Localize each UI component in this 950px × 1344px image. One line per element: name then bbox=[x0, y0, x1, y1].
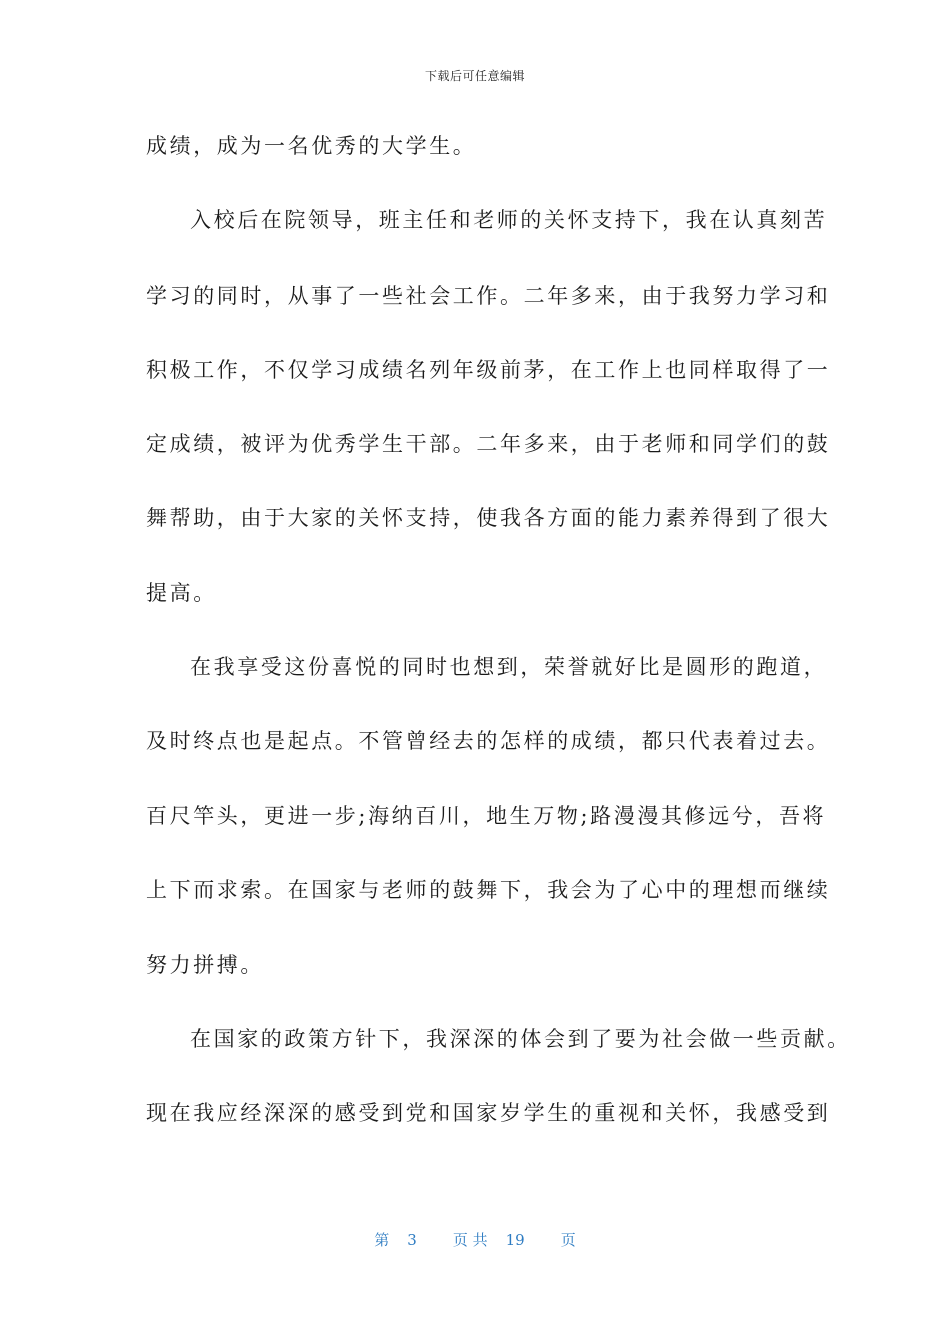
footer-middle: 页 共 bbox=[452, 1231, 488, 1249]
body-line: 积极工作，不仅学习成绩名列年级前茅，在工作上也同样取得了一 bbox=[146, 358, 831, 382]
body-line: 舞帮助，由于大家的关怀支持，使我各方面的能力素养得到了很大 bbox=[146, 506, 831, 530]
body-line: 及时终点也是起点。不管曾经去的怎样的成绩，都只代表着过去。 bbox=[146, 729, 831, 753]
footer-prefix: 第 bbox=[374, 1231, 390, 1249]
body-line: 提高。 bbox=[146, 581, 217, 605]
body-line-paragraph-start: 入校后在院领导，班主任和老师的关怀支持下，我在认真刻苦 bbox=[190, 208, 828, 232]
footer-suffix: 页 bbox=[560, 1231, 576, 1249]
body-line-paragraph-start: 在我享受这份喜悦的同时也想到，荣誉就好比是圆形的跑道， bbox=[190, 655, 828, 679]
document-header-note: 下载后可任意编辑 bbox=[424, 69, 525, 83]
page-number-footer bbox=[0, 1229, 950, 1250]
body-line: 学习的同时，从事了一些社会工作。二年多来，由于我努力学习和 bbox=[146, 284, 831, 308]
body-line: 上下而求索。在国家与老师的鼓舞下，我会为了心中的理想而继续 bbox=[146, 878, 831, 902]
current-page-number: 3 bbox=[407, 1231, 417, 1249]
body-line: 百尺竿头，更进一步;海纳百川，地生万物;路漫漫其修远兮，吾将 bbox=[146, 804, 827, 828]
body-line: 现在我应经深深的感受到党和国家岁学生的重视和关怀，我感受到 bbox=[146, 1101, 831, 1125]
body-line: 努力拼搏。 bbox=[146, 953, 264, 977]
body-line: 定成绩，被评为优秀学生干部。二年多来，由于老师和同学们的鼓 bbox=[146, 432, 831, 456]
body-line: 成绩，成为一名优秀的大学生。 bbox=[146, 134, 477, 158]
body-line-paragraph-start: 在国家的政策方针下，我深深的体会到了要为社会做一些贡献。 bbox=[190, 1027, 851, 1051]
total-pages-number: 19 bbox=[505, 1231, 525, 1249]
